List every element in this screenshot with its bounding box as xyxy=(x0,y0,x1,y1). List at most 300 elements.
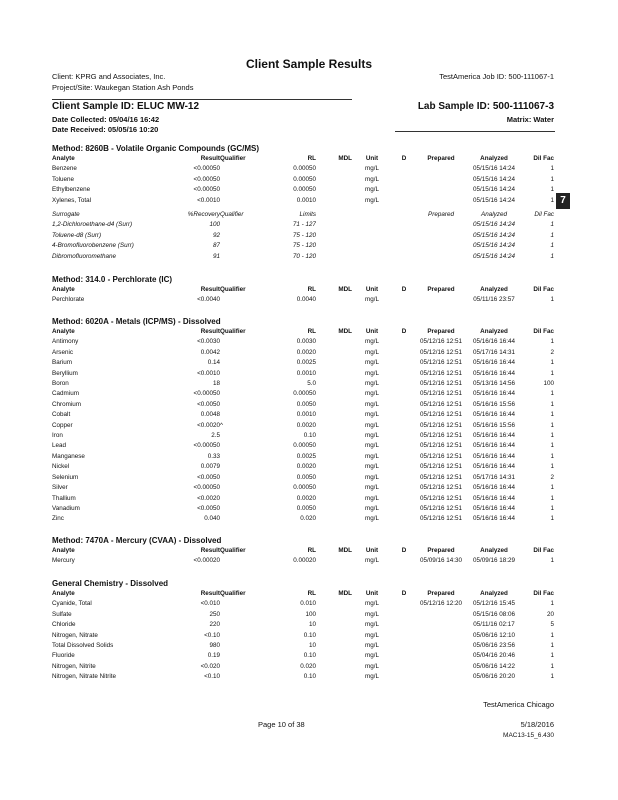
cell-d xyxy=(392,452,416,462)
cell-dilfac: 1 xyxy=(550,338,554,346)
section-tab-marker: 7 xyxy=(556,193,570,209)
cell-rl: 0.10 xyxy=(303,652,316,660)
cell-rl: 0.0010 xyxy=(296,196,316,204)
column-header-analyte: Analyte xyxy=(52,590,75,597)
table-row xyxy=(52,631,554,641)
cell-d xyxy=(392,164,416,174)
cell-qualifier xyxy=(220,441,260,451)
cell-d xyxy=(392,441,416,451)
cell-prepared xyxy=(416,651,466,661)
cell-mdl xyxy=(316,514,352,524)
cell-qualifier xyxy=(220,400,260,410)
cell-result: <0.00050 xyxy=(193,442,220,450)
cell-dilfac: 100 xyxy=(543,380,554,388)
cell-dilfac: 1 xyxy=(550,175,554,183)
column-header-analyzed: Analyzed xyxy=(480,590,508,597)
surrogate-cell-dilfac: 1 xyxy=(550,242,554,250)
cell-dilfac: 1 xyxy=(550,463,554,471)
cell-analyzed: 05/15/16 08:06 xyxy=(472,610,516,618)
cell-rl: 100 xyxy=(305,610,316,618)
surrogate-cell-dilfac: 1 xyxy=(550,252,554,260)
cell-analyte: Iron xyxy=(52,432,63,440)
table-row xyxy=(52,441,554,451)
cell-rl: 0.0040 xyxy=(296,296,316,304)
cell-qualifier xyxy=(220,610,260,620)
table-row xyxy=(52,337,554,347)
cell-dilfac: 1 xyxy=(550,359,554,367)
cell-analyte: Cyanide, Total xyxy=(52,600,92,608)
cell-d xyxy=(392,494,416,504)
cell-mdl xyxy=(316,599,352,609)
cell-prepared xyxy=(416,620,466,630)
cell-unit: mg/L xyxy=(365,186,379,194)
cell-unit: mg/L xyxy=(365,652,379,660)
cell-dilfac: 1 xyxy=(550,400,554,408)
cell-qualifier xyxy=(220,672,260,682)
cell-dilfac: 1 xyxy=(550,196,554,204)
cell-rl: 0.0020 xyxy=(296,421,316,429)
cell-dilfac: 5 xyxy=(550,621,554,629)
surrogate-cell-dilfac: 1 xyxy=(550,231,554,239)
cell-rl: 0.0050 xyxy=(296,400,316,408)
cell-unit: mg/L xyxy=(365,557,379,565)
cell-mdl xyxy=(316,441,352,451)
cell-rl: 0.10 xyxy=(303,673,316,681)
cell-analyzed: 05/04/16 20:46 xyxy=(472,652,516,660)
cell-unit: mg/L xyxy=(365,484,379,492)
surrogate-cell-recovery: 92 xyxy=(212,231,220,239)
empty-cell xyxy=(352,241,392,251)
cell-qualifier xyxy=(220,358,260,368)
cell-unit: mg/L xyxy=(365,348,379,356)
surrogate-header-recovery: %Recovery xyxy=(187,211,220,219)
cell-dilfac: 1 xyxy=(550,165,554,173)
cell-qualifier xyxy=(220,514,260,524)
cell-prepared xyxy=(416,672,466,682)
surrogate-cell-surrogate: 1,2-Dichloroethane-d4 (Surr) xyxy=(52,221,133,229)
surrogate-header-row xyxy=(52,210,554,220)
cell-mdl xyxy=(316,421,352,431)
cell-result: <0.010 xyxy=(200,600,220,608)
cell-qualifier xyxy=(220,473,260,483)
cell-dilfac: 1 xyxy=(550,442,554,450)
surrogate-cell-surrogate: Toluene-d8 (Surr) xyxy=(52,231,102,239)
column-header-row xyxy=(52,589,554,599)
cell-d xyxy=(392,473,416,483)
table-row xyxy=(52,295,554,305)
cell-analyte: Total Dissolved Solids xyxy=(52,642,114,650)
date-collected: Date Collected: 05/04/16 16:42 xyxy=(52,115,160,124)
column-header-result: Result xyxy=(200,547,220,554)
cell-rl: 0.010 xyxy=(300,600,316,608)
cell-dilfac: 1 xyxy=(550,557,554,565)
cell-dilfac: 1 xyxy=(550,662,554,670)
column-header-qualifier: Qualifier xyxy=(220,590,246,597)
cell-qualifier xyxy=(220,295,260,305)
cell-result: 0.33 xyxy=(207,452,220,460)
table-row xyxy=(52,164,554,174)
cell-dilfac: 1 xyxy=(550,369,554,377)
cell-unit: mg/L xyxy=(365,369,379,377)
cell-analyzed: 05/15/16 14:24 xyxy=(472,165,516,173)
cell-prepared: 05/12/16 12:51 xyxy=(419,400,463,408)
cell-dilfac: 1 xyxy=(550,673,554,681)
cell-analyte: Nickel xyxy=(52,463,70,471)
column-header-d: D xyxy=(401,155,407,162)
table-row xyxy=(52,599,554,609)
column-header-unit: Unit xyxy=(365,286,379,293)
cell-rl: 0.0030 xyxy=(296,338,316,346)
column-header-analyzed: Analyzed xyxy=(480,547,508,554)
cell-d xyxy=(392,369,416,379)
cell-unit: mg/L xyxy=(365,442,379,450)
empty-cell xyxy=(392,252,416,262)
cell-mdl xyxy=(316,494,352,504)
table-row xyxy=(52,514,554,524)
cell-result: <0.10 xyxy=(204,631,220,639)
column-header-qualifier: Qualifier xyxy=(220,328,246,335)
table-row xyxy=(52,421,554,431)
cell-mdl xyxy=(316,483,352,493)
cell-qualifier xyxy=(220,410,260,420)
cell-rl: 0.020 xyxy=(300,662,316,670)
table-row xyxy=(52,462,554,472)
table-row xyxy=(52,175,554,185)
cell-d xyxy=(392,400,416,410)
column-header-unit: Unit xyxy=(365,155,379,162)
cell-analyzed: 05/11/16 02:17 xyxy=(473,621,515,629)
table-row xyxy=(52,452,554,462)
job-id: TestAmerica Job ID: 500-111067-1 xyxy=(439,72,554,81)
surrogate-cell-qualifier xyxy=(220,241,260,251)
cell-rl: 0.00050 xyxy=(293,186,316,194)
cell-rl: 0.0010 xyxy=(296,369,316,377)
cell-unit: mg/L xyxy=(365,380,379,388)
cell-dilfac: 1 xyxy=(550,421,554,429)
cell-qualifier xyxy=(220,348,260,358)
cell-mdl xyxy=(316,631,352,641)
cell-result: <0.020 xyxy=(200,662,220,670)
cell-prepared: 05/12/16 12:51 xyxy=(419,504,463,512)
cell-result: <0.00050 xyxy=(193,186,220,194)
cell-analyte: Copper xyxy=(52,421,73,429)
cell-mdl xyxy=(316,369,352,379)
footer-company: TestAmerica Chicago xyxy=(483,700,554,709)
cell-d xyxy=(392,610,416,620)
cell-result: <0.10 xyxy=(204,673,220,681)
table-row xyxy=(52,473,554,483)
cell-qualifier xyxy=(220,504,260,514)
column-header-analyzed: Analyzed xyxy=(480,286,508,293)
surrogate-header-surrogate: Surrogate xyxy=(52,211,80,219)
cell-dilfac: 1 xyxy=(550,631,554,639)
surrogate-cell-qualifier xyxy=(220,220,260,230)
cell-analyte: Selenium xyxy=(52,473,79,481)
cell-rl: 0.00050 xyxy=(293,390,316,398)
date-received: Date Received: 05/05/16 10:20 xyxy=(52,125,159,134)
table-row xyxy=(52,389,554,399)
header-rule-left xyxy=(52,99,352,100)
surrogate-row xyxy=(52,231,554,241)
cell-unit: mg/L xyxy=(365,494,379,502)
cell-prepared: 05/12/16 12:20 xyxy=(419,600,463,608)
cell-mdl xyxy=(316,504,352,514)
cell-mdl xyxy=(316,620,352,630)
cell-analyte: Xylenes, Total xyxy=(52,196,92,204)
cell-prepared: 05/12/16 12:51 xyxy=(419,390,463,398)
surrogate-cell-prepared xyxy=(416,231,466,241)
cell-analyzed: 05/16/16 16:44 xyxy=(472,359,516,367)
cell-mdl xyxy=(316,175,352,185)
cell-d xyxy=(392,379,416,389)
method-section-title: General Chemistry - Dissolved xyxy=(52,579,169,588)
cell-dilfac: 1 xyxy=(550,652,554,660)
cell-unit: mg/L xyxy=(365,196,379,204)
cell-result: 220 xyxy=(209,621,220,629)
cell-prepared xyxy=(416,164,466,174)
cell-analyte: Antimony xyxy=(52,338,79,346)
cell-result: 0.0048 xyxy=(200,411,220,419)
column-header-mdl: MDL xyxy=(338,155,352,162)
surrogate-cell-analyzed: 05/15/16 14:24 xyxy=(472,231,516,239)
empty-cell xyxy=(316,252,352,262)
column-header-result: Result xyxy=(200,590,220,597)
table-row xyxy=(52,483,554,493)
cell-analyzed: 05/16/16 15:56 xyxy=(472,421,516,429)
cell-qualifier xyxy=(220,431,260,441)
cell-mdl xyxy=(316,348,352,358)
column-header-prepared: Prepared xyxy=(427,286,455,293)
cell-mdl xyxy=(316,379,352,389)
cell-analyte: Nitrogen, Nitrite xyxy=(52,662,96,670)
cell-unit: mg/L xyxy=(365,390,379,398)
surrogate-header-limits: Limits xyxy=(299,211,316,219)
column-header-row xyxy=(52,546,554,556)
cell-result: <0.0010 xyxy=(197,196,220,204)
cell-d xyxy=(392,631,416,641)
column-header-result: Result xyxy=(200,328,220,335)
cell-analyte: Sulfate xyxy=(52,610,72,618)
lab-sample-id: Lab Sample ID: 500-111067-3 xyxy=(417,101,554,112)
cell-unit: mg/L xyxy=(365,452,379,460)
cell-result: <0.00020 xyxy=(193,557,220,565)
cell-unit: mg/L xyxy=(365,610,379,618)
cell-analyzed: 05/16/16 16:44 xyxy=(472,484,516,492)
column-header-row xyxy=(52,327,554,337)
cell-qualifier xyxy=(220,494,260,504)
cell-analyte: Cobalt xyxy=(52,411,71,419)
column-header-result: Result xyxy=(200,286,220,293)
cell-rl: 0.0025 xyxy=(296,452,316,460)
surrogate-cell-limits: 75 - 120 xyxy=(292,242,316,250)
cell-unit: mg/L xyxy=(365,421,379,429)
table-row xyxy=(52,431,554,441)
column-header-dilfac: Dil Fac xyxy=(533,590,554,597)
cell-analyte: Manganese xyxy=(52,452,85,460)
table-row xyxy=(52,620,554,630)
cell-mdl xyxy=(316,473,352,483)
cell-analyzed: 05/16/16 16:44 xyxy=(472,390,516,398)
cell-qualifier xyxy=(220,620,260,630)
cell-dilfac: 1 xyxy=(550,296,554,304)
table-row xyxy=(52,504,554,514)
cell-dilfac: 1 xyxy=(550,411,554,419)
cell-analyzed: 05/15/16 14:24 xyxy=(472,186,516,194)
cell-analyte: Perchlorate xyxy=(52,296,85,304)
column-header-d: D xyxy=(401,328,407,335)
table-row xyxy=(52,556,554,566)
column-header-dilfac: Dil Fac xyxy=(533,328,554,335)
cell-analyte: Boron xyxy=(52,380,69,388)
surrogate-row xyxy=(52,220,554,230)
surrogate-cell-analyzed: 05/15/16 14:24 xyxy=(472,242,516,250)
cell-analyzed: 05/06/16 23:56 xyxy=(472,642,516,650)
cell-unit: mg/L xyxy=(365,631,379,639)
cell-rl: 0.10 xyxy=(303,631,316,639)
cell-rl: 0.00050 xyxy=(293,442,316,450)
cell-mdl xyxy=(316,164,352,174)
cell-analyte: Lead xyxy=(52,442,67,450)
cell-qualifier xyxy=(220,651,260,661)
cell-d xyxy=(392,462,416,472)
cell-result: <0.0050 xyxy=(197,504,220,512)
cell-analyzed: 05/16/16 16:44 xyxy=(472,432,516,440)
cell-rl: 0.00050 xyxy=(293,165,316,173)
cell-dilfac: 1 xyxy=(550,642,554,650)
empty-cell xyxy=(352,220,392,230)
cell-analyzed: 05/16/16 16:44 xyxy=(472,504,516,512)
cell-d xyxy=(392,358,416,368)
surrogate-cell-recovery: 87 xyxy=(212,242,220,250)
surrogate-cell-recovery: 100 xyxy=(209,221,220,229)
cell-rl: 10 xyxy=(308,621,316,629)
cell-d xyxy=(392,514,416,524)
cell-result: 0.14 xyxy=(207,359,220,367)
column-header-dilfac: Dil Fac xyxy=(533,547,554,554)
cell-rl: 0.0020 xyxy=(296,494,316,502)
cell-analyte: Chromium xyxy=(52,400,82,408)
empty-cell xyxy=(316,231,352,241)
cell-rl: 5.0 xyxy=(307,380,316,388)
cell-analyte: Nitrogen, Nitrate xyxy=(52,631,98,639)
cell-result: <0.0020 xyxy=(197,421,220,429)
cell-result: <0.0010 xyxy=(197,369,220,377)
cell-d xyxy=(392,662,416,672)
column-header-row xyxy=(52,154,554,164)
cell-mdl xyxy=(316,452,352,462)
cell-d xyxy=(392,556,416,566)
cell-mdl xyxy=(316,295,352,305)
cell-rl: 0.00020 xyxy=(293,557,316,565)
table-row xyxy=(52,672,554,682)
cell-result: 0.040 xyxy=(204,515,220,523)
cell-d xyxy=(392,196,416,206)
cell-analyzed: 05/06/16 20:20 xyxy=(472,673,516,681)
cell-mdl xyxy=(316,400,352,410)
cell-mdl xyxy=(316,410,352,420)
cell-qualifier xyxy=(220,164,260,174)
column-header-d: D xyxy=(401,590,407,597)
empty-cell xyxy=(392,220,416,230)
cell-analyte: Benzene xyxy=(52,165,77,173)
matrix: Matrix: Water xyxy=(506,115,554,124)
surrogate-row xyxy=(52,241,554,251)
cell-d xyxy=(392,483,416,493)
cell-analyte: Arsenic xyxy=(52,348,73,356)
cell-prepared: 05/12/16 12:51 xyxy=(419,359,463,367)
cell-dilfac: 1 xyxy=(550,494,554,502)
results-table xyxy=(52,546,554,567)
cell-result: 0.19 xyxy=(207,652,220,660)
cell-result: <0.00050 xyxy=(193,390,220,398)
cell-d xyxy=(392,295,416,305)
cell-d xyxy=(392,431,416,441)
cell-d xyxy=(392,641,416,651)
table-row xyxy=(52,494,554,504)
column-header-rl: RL xyxy=(307,590,316,597)
column-header-mdl: MDL xyxy=(338,590,352,597)
table-row xyxy=(52,358,554,368)
cell-unit: mg/L xyxy=(365,673,379,681)
cell-unit: mg/L xyxy=(365,411,379,419)
column-header-rl: RL xyxy=(307,328,316,335)
table-row xyxy=(52,662,554,672)
cell-dilfac: 1 xyxy=(550,504,554,512)
cell-mdl xyxy=(316,462,352,472)
column-header-unit: Unit xyxy=(365,547,379,554)
cell-qualifier xyxy=(220,337,260,347)
table-row xyxy=(52,641,554,651)
surrogate-cell-dilfac: 1 xyxy=(550,221,554,229)
cell-mdl xyxy=(316,389,352,399)
cell-d xyxy=(392,672,416,682)
cell-analyzed: 05/06/16 14:22 xyxy=(472,662,516,670)
cell-prepared xyxy=(416,610,466,620)
column-header-row xyxy=(52,285,554,295)
results-table xyxy=(52,285,554,306)
column-header-analyte: Analyte xyxy=(52,155,75,162)
cell-unit: mg/L xyxy=(365,504,379,512)
cell-analyte: Barium xyxy=(52,359,72,367)
cell-analyte: Nitrogen, Nitrate Nitrite xyxy=(52,673,117,681)
cell-dilfac: 1 xyxy=(550,515,554,523)
cell-result: <0.0030 xyxy=(197,338,220,346)
cell-dilfac: 2 xyxy=(550,348,554,356)
cell-unit: mg/L xyxy=(365,359,379,367)
surrogate-cell-prepared xyxy=(416,252,466,262)
cell-result: 2.5 xyxy=(211,432,220,440)
column-header-d: D xyxy=(401,547,407,554)
cell-analyzed: 05/06/16 12:10 xyxy=(472,631,516,639)
table-row xyxy=(52,348,554,358)
cell-qualifier xyxy=(220,641,260,651)
cell-analyte: Chloride xyxy=(52,621,76,629)
cell-analyte: Zinc xyxy=(52,515,64,523)
empty-cell xyxy=(392,231,416,241)
column-header-analyte: Analyte xyxy=(52,547,75,554)
cell-rl: 10 xyxy=(308,642,316,650)
column-header-analyte: Analyte xyxy=(52,328,75,335)
cell-prepared: 05/12/16 12:51 xyxy=(419,338,463,346)
cell-prepared: 05/12/16 12:51 xyxy=(419,484,463,492)
column-header-prepared: Prepared xyxy=(427,328,455,335)
cell-prepared: 05/12/16 12:51 xyxy=(419,421,463,429)
surrogate-cell-surrogate: Dibromofluoromethane xyxy=(52,252,117,260)
cell-prepared xyxy=(416,196,466,206)
cell-unit: mg/L xyxy=(365,400,379,408)
method-section-title: Method: 8260B - Volatile Organic Compounds (GC/MS) xyxy=(52,144,259,153)
cell-unit: mg/L xyxy=(365,338,379,346)
